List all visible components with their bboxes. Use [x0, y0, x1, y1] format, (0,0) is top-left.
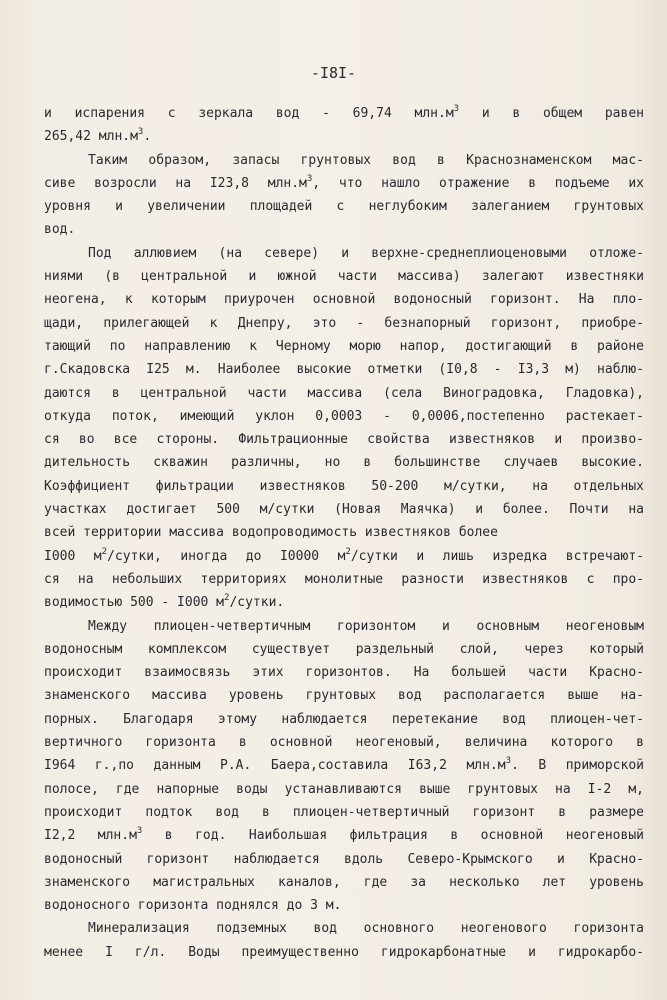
text-span: Под аллювием (на севере) и верхне-среднеплиоценовыми отложе- [88, 245, 644, 261]
superscript: 2 [224, 593, 230, 604]
text-line [44, 475, 644, 498]
text-line [44, 941, 644, 964]
text-span: I2,2 млн.м [44, 828, 137, 844]
text-line [44, 824, 644, 847]
text-line [44, 638, 644, 661]
text-line [44, 312, 644, 335]
text-span: вод. [44, 222, 76, 238]
text-line [44, 218, 644, 241]
text-span: и испарения с зеркала вод - 69,74 млн.м [44, 106, 454, 121]
text-line [44, 405, 644, 428]
text-line [44, 545, 644, 568]
superscript: 3 [505, 756, 511, 767]
text-span: полосе, где напорные воды устанавливаются выше грунтовых на I-2 м, [44, 781, 644, 797]
text-line [44, 451, 644, 474]
text-span: знаменского массива уровень грунтовых вод располагается выше на- [44, 688, 644, 704]
text-line [44, 591, 644, 614]
text-line [44, 335, 644, 358]
text-span: порных. Благодаря этому наблюдается перетекание вод плиоцен-чет- [44, 711, 644, 727]
text-line [44, 265, 644, 288]
text-span: Коэффициент фильтрации известняков 50-200 м/сутки, на отдельных [44, 478, 644, 494]
text-line [44, 172, 644, 195]
text-span: дительность скважин различны, но в большинстве случаев высокие. [44, 455, 644, 471]
text-line [44, 848, 644, 871]
text-line [44, 149, 644, 172]
text-line [44, 801, 644, 824]
text-span: 265,42 млн.м [44, 129, 138, 145]
text-span: Минерализация подземных вод основного неогенового горизонта [88, 921, 644, 937]
body-text [44, 102, 644, 964]
text-span: происходит взаимосвязь этих горизонтов. На большей части Красно- [44, 665, 644, 681]
text-span: и в общем равен [459, 106, 644, 121]
text-span: . В приморской [511, 758, 644, 774]
text-span: уровня и увеличении площадей с неглубоким залеганием грунтовых [44, 199, 644, 215]
text-line [44, 731, 644, 754]
text-line [44, 125, 644, 148]
text-line [44, 521, 644, 544]
text-span: водоносного горизонта поднялся до 3 м. [44, 898, 342, 914]
superscript: 3 [453, 104, 460, 114]
superscript: 3 [136, 826, 143, 837]
text-line [44, 615, 644, 638]
text-line [44, 778, 644, 801]
text-line [44, 708, 644, 731]
text-span: Таким образом, запасы грунтовых вод в Краснознаменском мас- [88, 152, 644, 168]
text-line [44, 754, 644, 777]
text-line [44, 894, 644, 917]
text-span: откуда поток, имеющий уклон 0,0003 - 0,0006,постепенно растекает- [44, 408, 644, 424]
text-span: сиве возросли на I23,8 млн.м [44, 175, 307, 191]
text-span: вертичного горизонта в основной неогеновый, величина которого в [44, 735, 644, 751]
text-span: г.Скадовска I25 м. Наиболее высокие отметки (I0,8 - I3,3 м) наблю- [44, 362, 644, 378]
superscript: 3 [137, 127, 144, 138]
text-line [44, 382, 644, 405]
text-span: участках достигает 500 м/сутки (Новая Маячка) и более. Почти на [44, 502, 644, 518]
text-span: ниями (в центральной и южной части массива) залегают известняки [44, 269, 644, 285]
text-span: I000 м [44, 548, 102, 564]
text-span: Между плиоцен-четвертичным горизонтом и основным неогеновым [88, 618, 644, 634]
text-span: I964 г.,по данным Р.А. Баера,составила I63,2 млн.м [44, 758, 506, 774]
superscript: 3 [306, 173, 313, 184]
text-span: неогена, к которым приурочен основной водоносный горизонт. На пло- [44, 292, 644, 308]
text-span: /сутки. [229, 595, 285, 611]
text-line [44, 288, 644, 311]
text-line [44, 195, 644, 218]
text-line [44, 917, 644, 940]
text-span: даются в центральной части массива (села Виноградовка, Гладовка), [44, 385, 644, 401]
text-line [44, 358, 644, 381]
text-span: происходит подток вод в плиоцен-четвертичный горизонт в размере [44, 804, 644, 820]
superscript: 2 [101, 546, 108, 557]
text-span: тающий по направлению к Черному морю напор, достигающий в районе [44, 338, 644, 354]
text-span: водимостью 500 - I000 м [44, 595, 225, 611]
text-span: водоносным комплексом существует раздельный слой, через который [44, 641, 644, 657]
text-span: менее I г/л. Воды преимущественно гидрокарбонатные и гидрокарбо- [44, 944, 644, 960]
text-span: щади, прилегающей к Днепру, это - безнапорный горизонт, приобре- [44, 315, 644, 331]
text-line [44, 428, 644, 451]
text-span: знаменского магистральных каналов, где за несколько лет уровень [44, 874, 644, 890]
text-line [44, 871, 644, 894]
text-line [44, 568, 644, 591]
page-number: -I8I- [310, 64, 357, 82]
text-span: водоносный горизонт наблюдается вдоль Северо-Крымского и Красно- [44, 851, 644, 867]
text-span: ся на небольших территориях монолитные разности известняков с про- [44, 571, 644, 587]
text-span: . [143, 129, 152, 145]
text-span: /сутки, иногда до I0000 м [107, 548, 346, 564]
text-line [44, 684, 644, 707]
text-span: в год. Наибольшая фильтрация в основной неогеновый [142, 828, 644, 844]
superscript: 2 [345, 546, 351, 557]
text-line [44, 498, 644, 521]
text-span: /сутки и лишь изредка встречают- [350, 548, 644, 564]
text-span: ся во все стороны. Фильтрационные свойства известняков и произво- [44, 432, 644, 448]
text-span: всей территории массива водопроводимость известняков более [44, 525, 498, 541]
text-line [44, 242, 644, 265]
text-line [44, 661, 644, 684]
text-line [44, 102, 644, 125]
text-span: , что нашло отражение в подъеме их [312, 175, 644, 191]
